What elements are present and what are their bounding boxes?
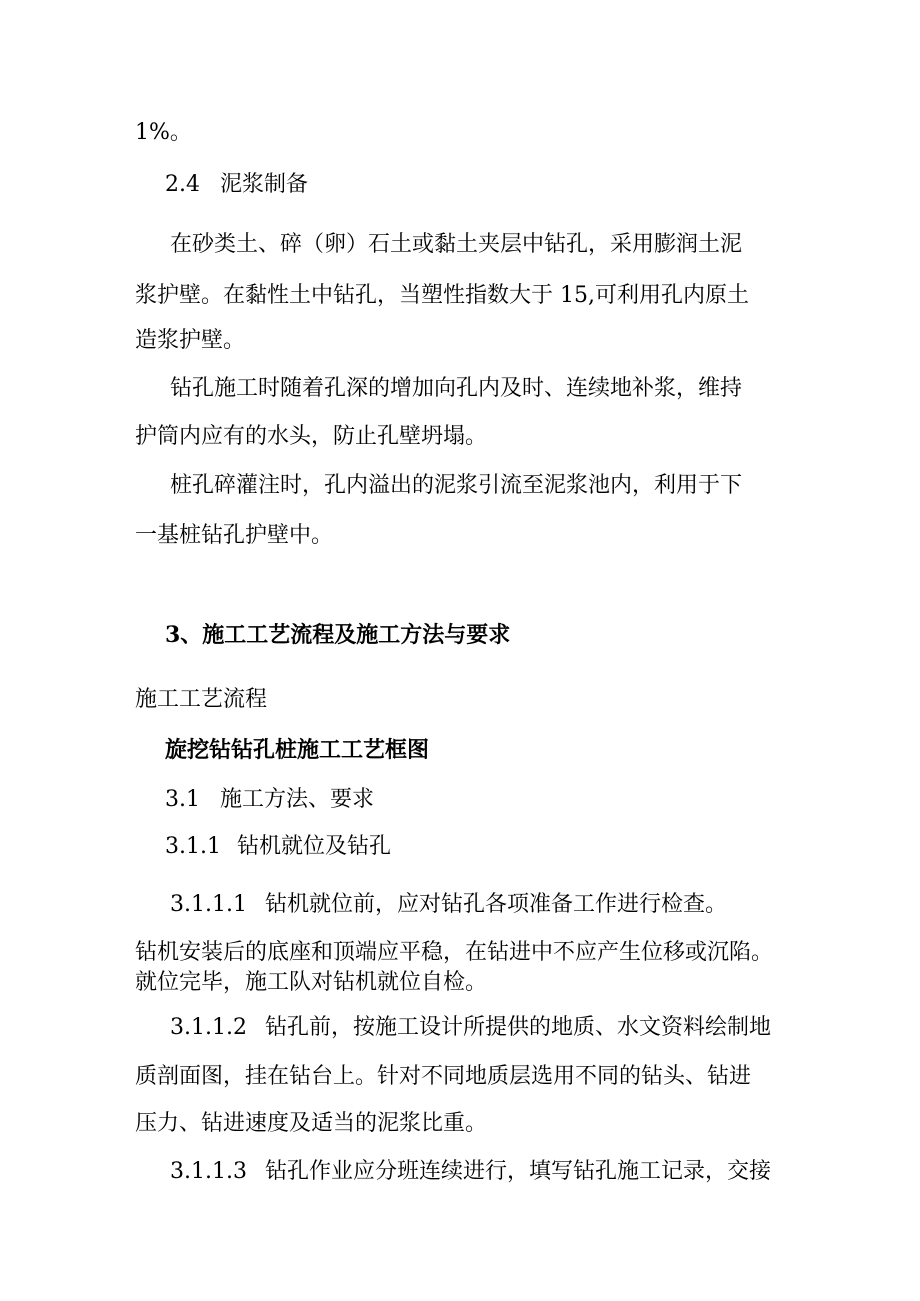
paragraph-line: 一基桩钻孔护壁中。 (135, 523, 334, 548)
paragraph-line: 在砂类土、碎（卵）石土或黏土夹层中钻孔，采用膨润土泥 (170, 232, 743, 257)
clause-3-1-1-2 (170, 1013, 771, 1043)
clause-3-1-1-1 (170, 890, 727, 920)
paragraph-line: 钻孔施工时随着孔深的增加向孔内及时、连续地补浆，维持 (170, 376, 743, 401)
section-title: 施工方法、要求 (220, 787, 375, 812)
diagram-title: 旋挖钻钻孔桩施工工艺框图 (165, 737, 430, 763)
chapter-heading: 3、施工工艺流程及施工方法与要求 (165, 622, 511, 648)
paragraph-line: 造浆护壁。 (135, 328, 246, 353)
section-title: 钻机就位及钻孔 (236, 834, 391, 859)
clause-3-1-1-3 (170, 1157, 771, 1187)
section-heading-2-4 (165, 170, 308, 200)
section-number: 2.4 (165, 172, 200, 197)
paragraph-line: 浆护壁。在黏性土中钻孔，当塑性指数大于 15,可利用孔内原土 (135, 283, 749, 308)
clause-number: 3.1.1.3 (170, 1159, 247, 1184)
clause-text: 钻孔作业应分班连续进行，填写钻孔施工记录，交接 (264, 1159, 771, 1184)
paragraph-line: 钻机安装后的底座和顶端应平稳，在钻进中不应产生位移或沉陷。 (135, 940, 774, 965)
clause-text: 钻机就位前，应对钻孔各项准备工作进行检查。 (264, 892, 727, 917)
paragraph-line: 质剖面图，挂在钻台上。针对不同地质层选用不同的钻头、钻进 (135, 1064, 752, 1089)
paragraph-line: 就位完毕，施工队对钻机就位自检。 (135, 970, 488, 995)
paragraph-line: 桩孔碎灌注时，孔内溢出的泥浆引流至泥浆池内，利用于下 (170, 473, 743, 498)
subheading: 施工工艺流程 (135, 687, 268, 712)
clause-text: 钻孔前，按施工设计所提供的地质、水文资料绘制地 (264, 1015, 771, 1040)
paragraph-line: 护筒内应有的水头，防止孔壁坍塌。 (135, 424, 488, 449)
section-number: 3.1.1 (165, 834, 221, 859)
section-title: 泥浆制备 (220, 172, 309, 197)
paragraph-line: 压力、钻进速度及适当的泥浆比重。 (135, 1111, 488, 1136)
text-line: 1%。 (135, 120, 192, 145)
section-number: 3.1 (165, 787, 200, 812)
section-heading-3-1 (165, 785, 374, 815)
clause-number: 3.1.1.1 (170, 892, 247, 917)
clause-number: 3.1.1.2 (170, 1015, 247, 1040)
section-heading-3-1-1 (165, 832, 391, 862)
